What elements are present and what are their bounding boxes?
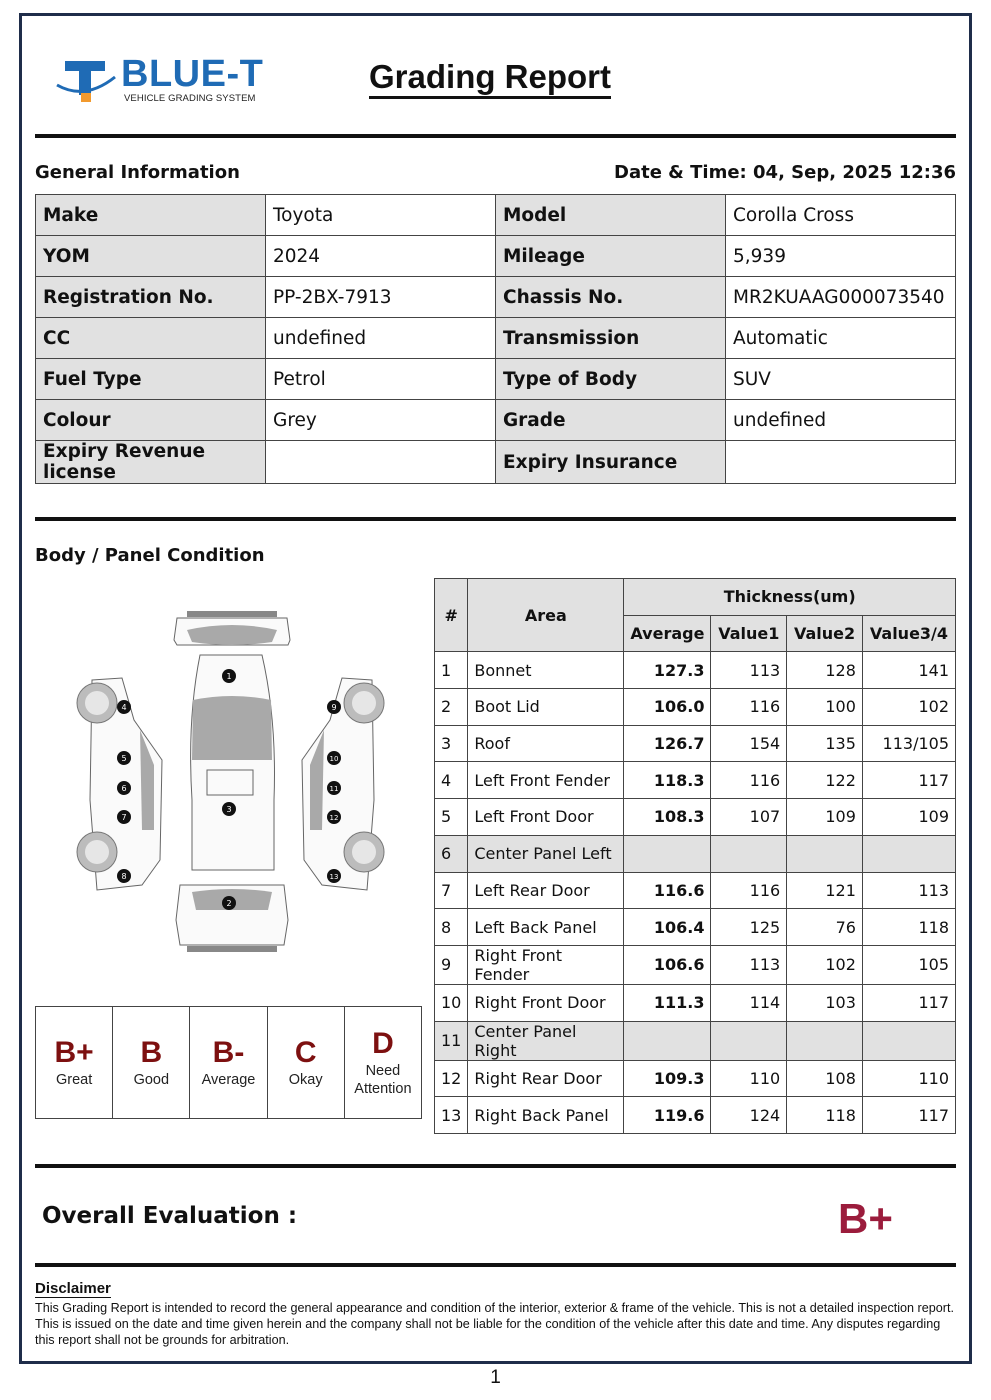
value3-4: 117 [862, 762, 955, 799]
thickness-row [435, 909, 956, 946]
value3-4: 109 [862, 799, 955, 836]
svg-text:13: 13 [329, 873, 339, 881]
thickness-row [435, 689, 956, 726]
info-label: Type of Body [496, 359, 726, 400]
svg-text:4: 4 [121, 703, 127, 712]
info-value: 5,939 [726, 236, 956, 277]
area-name: Left Rear Door [468, 872, 624, 909]
panel-marker [117, 869, 131, 883]
value1 [711, 835, 787, 872]
average-value: 119.6 [624, 1097, 711, 1134]
general-info-title: General Information [35, 162, 240, 183]
svg-text:12: 12 [329, 814, 339, 822]
info-label: Fuel Type [36, 359, 266, 400]
value2: 100 [787, 689, 863, 726]
average-value: 108.3 [624, 799, 711, 836]
info-label: Model [496, 195, 726, 236]
info-label: Expiry Insurance [496, 441, 726, 484]
value1: 113 [711, 652, 787, 689]
info-label: Registration No. [36, 277, 266, 318]
overall-grade: B+ [838, 1195, 893, 1242]
legend-grade: C [294, 1035, 317, 1069]
average-value: 109.3 [624, 1060, 711, 1097]
legend-description: Good [133, 1071, 170, 1088]
legend-grade: D [372, 1026, 394, 1060]
row-number: 10 [435, 984, 468, 1021]
divider [35, 1263, 956, 1267]
panel-marker [117, 810, 131, 824]
thickness-row [435, 945, 956, 984]
car-top-view [191, 655, 275, 870]
average-value: 116.6 [624, 872, 711, 909]
value3-4: 113/105 [862, 725, 955, 762]
area-name: Bonnet [468, 652, 624, 689]
thickness-row [435, 799, 956, 836]
row-number: 6 [435, 835, 468, 872]
svg-text:11: 11 [329, 785, 339, 793]
average-value [624, 835, 711, 872]
value2: 76 [787, 909, 863, 946]
thickness-table [434, 578, 956, 1134]
value2: 122 [787, 762, 863, 799]
area-name: Left Front Fender [468, 762, 624, 799]
thickness-row [435, 725, 956, 762]
value2: 108 [787, 1060, 863, 1097]
disclaimer-title: Disclaimer [35, 1280, 111, 1297]
info-value [266, 441, 496, 484]
panel-marker [117, 781, 131, 795]
info-value: undefined [266, 318, 496, 359]
area-name: Center Panel Right [468, 1021, 624, 1060]
value2: 103 [787, 984, 863, 1021]
row-number: 5 [435, 799, 468, 836]
average-value: 106.6 [624, 945, 711, 984]
svg-text:6: 6 [121, 784, 127, 793]
info-row [36, 400, 956, 441]
page-number: 1 [490, 1367, 501, 1388]
legend-grade: B [140, 1035, 163, 1069]
col-header-average: Average [624, 615, 711, 652]
legend-cell [268, 1007, 345, 1118]
thickness-row [435, 1097, 956, 1134]
value2: 128 [787, 652, 863, 689]
logo-wordmark: BLUE-T [121, 53, 264, 95]
legend-grade: B+ [54, 1035, 94, 1069]
value3-4: 118 [862, 909, 955, 946]
info-value: PP-2BX-7913 [266, 277, 496, 318]
value1: 124 [711, 1097, 787, 1134]
car-panel-diagram [62, 600, 402, 960]
info-label: Transmission [496, 318, 726, 359]
svg-text:7: 7 [121, 813, 127, 822]
value3-4: 102 [862, 689, 955, 726]
info-row [36, 236, 956, 277]
area-name: Center Panel Left [468, 835, 624, 872]
info-row [36, 195, 956, 236]
value1: 113 [711, 945, 787, 984]
thickness-row [435, 1021, 956, 1060]
body-panel-title: Body / Panel Condition [35, 545, 265, 566]
info-value: Automatic [726, 318, 956, 359]
panel-marker [327, 810, 341, 824]
thickness-row [435, 835, 956, 872]
panel-marker [327, 869, 341, 883]
value3-4 [862, 835, 955, 872]
thickness-row [435, 984, 956, 1021]
row-number: 11 [435, 1021, 468, 1060]
info-value [726, 441, 956, 484]
average-value: 106.0 [624, 689, 711, 726]
report-title: Grading Report [369, 58, 611, 99]
info-value: Petrol [266, 359, 496, 400]
col-header-value3-4: Value3/4 [862, 615, 955, 652]
value1: 114 [711, 984, 787, 1021]
panel-marker [117, 700, 131, 714]
info-value: SUV [726, 359, 956, 400]
value2: 109 [787, 799, 863, 836]
legend-description: Okay [288, 1071, 323, 1088]
thickness-row [435, 872, 956, 909]
value2: 118 [787, 1097, 863, 1134]
info-label: Mileage [496, 236, 726, 277]
info-value: Toyota [266, 195, 496, 236]
panel-marker [327, 700, 341, 714]
legend-cell [190, 1007, 267, 1118]
panel-marker [327, 751, 341, 765]
value1 [711, 1021, 787, 1060]
svg-text:5: 5 [121, 754, 127, 763]
value2 [787, 835, 863, 872]
average-value: 127.3 [624, 652, 711, 689]
area-name: Roof [468, 725, 624, 762]
panel-marker [222, 802, 236, 816]
divider [35, 517, 956, 521]
panel-marker [327, 781, 341, 795]
info-value: MR2KUAAG000073540 [726, 277, 956, 318]
value3-4: 141 [862, 652, 955, 689]
brand-logo [55, 55, 295, 107]
col-header-area: Area [468, 579, 624, 652]
divider [35, 1164, 956, 1168]
info-value: Corolla Cross [726, 195, 956, 236]
thickness-row [435, 762, 956, 799]
info-row [36, 277, 956, 318]
svg-text:9: 9 [331, 703, 337, 712]
col-header-value1: Value1 [711, 615, 787, 652]
info-label: YOM [36, 236, 266, 277]
info-row [36, 318, 956, 359]
row-number: 7 [435, 872, 468, 909]
value3-4: 117 [862, 984, 955, 1021]
value1: 116 [711, 872, 787, 909]
value3-4: 113 [862, 872, 955, 909]
general-info-table [35, 194, 956, 484]
value2 [787, 1021, 863, 1060]
value1: 125 [711, 909, 787, 946]
row-number: 1 [435, 652, 468, 689]
value1: 107 [711, 799, 787, 836]
col-header-num: # [435, 579, 468, 652]
value3-4: 105 [862, 945, 955, 984]
area-name: Right Back Panel [468, 1097, 624, 1134]
col-header-thickness: Thickness(um) [624, 579, 956, 616]
panel-marker [222, 896, 236, 910]
row-number: 4 [435, 762, 468, 799]
area-name: Right Front Fender [468, 945, 624, 984]
legend-cell [113, 1007, 190, 1118]
average-value: 106.4 [624, 909, 711, 946]
info-label: CC [36, 318, 266, 359]
info-label: Make [36, 195, 266, 236]
panel-marker [222, 669, 236, 683]
panel-marker [117, 751, 131, 765]
thickness-row [435, 1060, 956, 1097]
value2: 102 [787, 945, 863, 984]
value1: 110 [711, 1060, 787, 1097]
col-header-value2: Value2 [787, 615, 863, 652]
disclaimer-text: This Grading Report is intended to record the general appearance and condition of the interior, exterior & frame of the vehicle. This is not a detailed inspection report. This is issued on the date and time given herein and the company shall not be liable for the condition of the vehicle after this date and time. Any disputes regarding this report shall not be grounds for arbitration. [35, 1301, 954, 1347]
value2: 135 [787, 725, 863, 762]
logo-t-icon [55, 55, 119, 107]
info-label: Grade [496, 400, 726, 441]
logo-tagline: VEHICLE GRADING SYSTEM [124, 93, 256, 104]
area-name: Boot Lid [468, 689, 624, 726]
divider [35, 134, 956, 138]
value1: 154 [711, 725, 787, 762]
legend-description: Need Attention [354, 1062, 412, 1097]
average-value: 118.3 [624, 762, 711, 799]
legend-description: Great [55, 1071, 93, 1088]
area-name: Right Rear Door [468, 1060, 624, 1097]
average-value [624, 1021, 711, 1060]
row-number: 9 [435, 945, 468, 984]
svg-text:10: 10 [329, 755, 339, 763]
info-row [36, 441, 956, 484]
area-name: Left Back Panel [468, 909, 624, 946]
average-value: 126.7 [624, 725, 711, 762]
legend-cell [345, 1007, 421, 1118]
row-number: 2 [435, 689, 468, 726]
info-value: 2024 [266, 236, 496, 277]
legend-description: Average [201, 1071, 256, 1088]
grade-legend [35, 1006, 422, 1119]
row-number: 3 [435, 725, 468, 762]
value3-4: 117 [862, 1097, 955, 1134]
info-label: Chassis No. [496, 277, 726, 318]
thickness-row [435, 652, 956, 689]
info-value: undefined [726, 400, 956, 441]
legend-grade: B- [212, 1035, 245, 1069]
row-number: 13 [435, 1097, 468, 1134]
area-name: Left Front Door [468, 799, 624, 836]
svg-text:8: 8 [121, 872, 127, 881]
average-value: 111.3 [624, 984, 711, 1021]
legend-cell [36, 1007, 113, 1118]
value1: 116 [711, 762, 787, 799]
info-row [36, 359, 956, 400]
row-number: 8 [435, 909, 468, 946]
area-name: Right Front Door [468, 984, 624, 1021]
info-label: Colour [36, 400, 266, 441]
value3-4 [862, 1021, 955, 1060]
value3-4: 110 [862, 1060, 955, 1097]
svg-text:1: 1 [226, 672, 232, 681]
report-datetime: Date & Time: 04, Sep, 2025 12:36 [614, 162, 956, 183]
svg-text:3: 3 [226, 805, 232, 814]
value1: 116 [711, 689, 787, 726]
overall-evaluation-label: Overall Evaluation : [42, 1203, 298, 1229]
info-value: Grey [266, 400, 496, 441]
svg-text:2: 2 [226, 899, 232, 908]
info-label: Expiry Revenue license [36, 441, 266, 484]
value2: 121 [787, 872, 863, 909]
row-number: 12 [435, 1060, 468, 1097]
